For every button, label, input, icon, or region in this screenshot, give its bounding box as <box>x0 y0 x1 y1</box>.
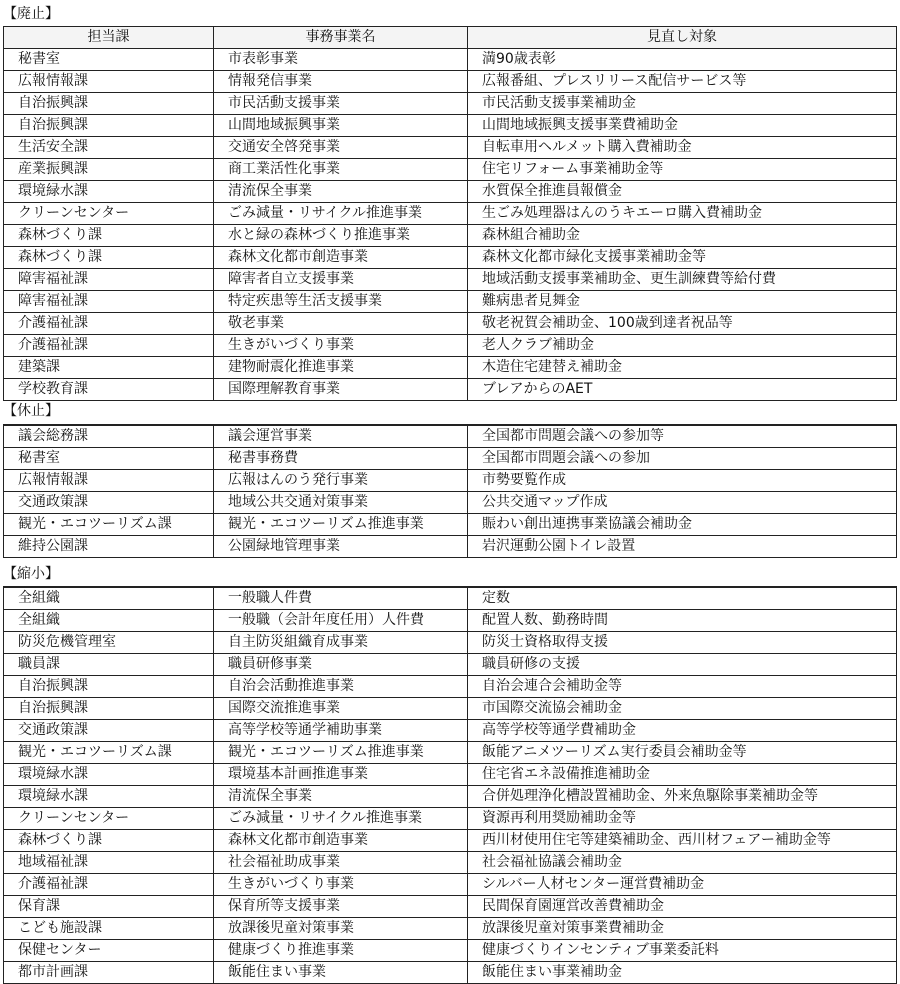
cell-project: 生きがいづくり事業 <box>214 335 468 357</box>
table-row <box>4 874 897 896</box>
cell-department: 都市計画課 <box>4 962 214 984</box>
cell-project: 地域公共交通対策事業 <box>214 492 468 514</box>
cell-project: 社会福祉助成事業 <box>214 852 468 874</box>
suspension-table <box>3 424 897 558</box>
section-suspension-title: 【休止】 <box>3 403 59 419</box>
cell-project: 情報発信事業 <box>214 71 468 93</box>
reduction-table <box>3 586 897 984</box>
cell-project: 敬老事業 <box>214 313 468 335</box>
cell-target: 健康づくりインセンティブ事業委託料 <box>468 940 897 962</box>
cell-department: 広報情報課 <box>4 71 214 93</box>
cell-project: 森林文化都市創造事業 <box>214 247 468 269</box>
cell-project: 観光・エコツーリズム推進事業 <box>214 742 468 764</box>
table-row <box>4 698 897 720</box>
cell-target: 定数 <box>468 587 897 610</box>
table-row <box>4 357 897 379</box>
cell-target: 防災士資格取得支援 <box>468 632 897 654</box>
cell-target: 飯能住まい事業補助金 <box>468 962 897 984</box>
cell-department: 障害福祉課 <box>4 291 214 313</box>
cell-project: 山間地域振興事業 <box>214 115 468 137</box>
cell-department: 自治振興課 <box>4 115 214 137</box>
cell-project: 公園緑地管理事業 <box>214 536 468 558</box>
cell-department: 交通政策課 <box>4 720 214 742</box>
cell-target: 山間地域振興支援事業費補助金 <box>468 115 897 137</box>
cell-project: 秘書事務費 <box>214 448 468 470</box>
cell-project: 市民活動支援事業 <box>214 93 468 115</box>
cell-department: 森林づくり課 <box>4 225 214 247</box>
table-row <box>4 676 897 698</box>
table-row <box>4 159 897 181</box>
cell-department: 介護福祉課 <box>4 874 214 896</box>
cell-project: 一般職（会計年度任用）人件費 <box>214 610 468 632</box>
cell-target: 老人クラブ補助金 <box>468 335 897 357</box>
cell-project: 国際理解教育事業 <box>214 379 468 401</box>
cell-target: 社会福祉協議会補助金 <box>468 852 897 874</box>
cell-department: クリーンセンター <box>4 808 214 830</box>
cell-department: 自治振興課 <box>4 93 214 115</box>
cell-department: 自治振興課 <box>4 676 214 698</box>
table-row <box>4 181 897 203</box>
table-row <box>4 786 897 808</box>
cell-project: 保育所等支援事業 <box>214 896 468 918</box>
header-target: 見直し対象 <box>468 27 897 49</box>
cell-department: 森林づくり課 <box>4 830 214 852</box>
cell-target: 市勢要覧作成 <box>468 470 897 492</box>
table-row <box>4 587 897 610</box>
cell-target: 飯能アニメツーリズム実行委員会補助金等 <box>468 742 897 764</box>
cell-target: 西川材使用住宅等建築補助金、西川材フェアー補助金等 <box>468 830 897 852</box>
cell-target: 賑わい創出連携事業協議会補助金 <box>468 514 897 536</box>
cell-target: 資源再利用奨励補助金等 <box>468 808 897 830</box>
cell-department: 観光・エコツーリズム課 <box>4 742 214 764</box>
header-project: 事務事業名 <box>214 27 468 49</box>
cell-department: こども施設課 <box>4 918 214 940</box>
cell-target: 広報番組、プレスリリース配信サービス等 <box>468 71 897 93</box>
cell-project: 市表彰事業 <box>214 49 468 71</box>
cell-project: ごみ減量・リサイクル推進事業 <box>214 808 468 830</box>
cell-target: 水質保全推進員報償金 <box>468 181 897 203</box>
cell-project: 生きがいづくり事業 <box>214 874 468 896</box>
cell-department: 保育課 <box>4 896 214 918</box>
cell-department: 維持公園課 <box>4 536 214 558</box>
cell-department: 建築課 <box>4 357 214 379</box>
cell-target: 公共交通マップ作成 <box>468 492 897 514</box>
cell-department: 広報情報課 <box>4 470 214 492</box>
cell-department: 環境緑水課 <box>4 786 214 808</box>
table-row <box>4 632 897 654</box>
table-row <box>4 247 897 269</box>
cell-department: 秘書室 <box>4 448 214 470</box>
table-row <box>4 93 897 115</box>
cell-department: 議会総務課 <box>4 425 214 448</box>
cell-project: 議会運営事業 <box>214 425 468 448</box>
cell-department: クリーンセンター <box>4 203 214 225</box>
cell-project: 清流保全事業 <box>214 786 468 808</box>
table-row <box>4 918 897 940</box>
table-row <box>4 49 897 71</box>
cell-project: 放課後児童対策事業 <box>214 918 468 940</box>
cell-target: 合併処理浄化槽設置補助金、外来魚駆除事業補助金等 <box>468 786 897 808</box>
cell-project: 建物耐震化推進事業 <box>214 357 468 379</box>
cell-department: 観光・エコツーリズム課 <box>4 514 214 536</box>
table-row <box>4 940 897 962</box>
table-row <box>4 852 897 874</box>
cell-department: 地域福祉課 <box>4 852 214 874</box>
cell-department: 自治振興課 <box>4 698 214 720</box>
table-row <box>4 448 897 470</box>
cell-department: 防災危機管理室 <box>4 632 214 654</box>
table-header-row <box>4 27 897 49</box>
table-row <box>4 742 897 764</box>
cell-target: 森林組合補助金 <box>468 225 897 247</box>
cell-target: 木造住宅建替え補助金 <box>468 357 897 379</box>
cell-target: 森林文化都市緑化支援事業補助金等 <box>468 247 897 269</box>
cell-department: 森林づくり課 <box>4 247 214 269</box>
cell-project: 清流保全事業 <box>214 181 468 203</box>
cell-department: 環境緑水課 <box>4 764 214 786</box>
cell-target: 全国都市問題会議への参加 <box>468 448 897 470</box>
table-row <box>4 379 897 401</box>
cell-project: 交通安全啓発事業 <box>214 137 468 159</box>
table-row <box>4 764 897 786</box>
cell-project: 健康づくり推進事業 <box>214 940 468 962</box>
cell-department: 保健センター <box>4 940 214 962</box>
table-row <box>4 536 897 558</box>
section-reduction-title: 【縮小】 <box>3 566 59 582</box>
table-row <box>4 470 897 492</box>
cell-target: シルバー人材センター運営費補助金 <box>468 874 897 896</box>
cell-target: ブレアからのAET <box>468 379 897 401</box>
cell-department: 秘書室 <box>4 49 214 71</box>
cell-project: ごみ減量・リサイクル推進事業 <box>214 203 468 225</box>
cell-project: 自治会活動推進事業 <box>214 676 468 698</box>
cell-project: 飯能住まい事業 <box>214 962 468 984</box>
cell-project: 観光・エコツーリズム推進事業 <box>214 514 468 536</box>
table-row <box>4 269 897 291</box>
cell-target: 高等学校等通学費補助金 <box>468 720 897 742</box>
cell-target: 地域活動支援事業補助金、更生訓練費等給付費 <box>468 269 897 291</box>
cell-project: 障害者自立支援事業 <box>214 269 468 291</box>
cell-department: 介護福祉課 <box>4 313 214 335</box>
table-row <box>4 492 897 514</box>
table-row <box>4 808 897 830</box>
cell-target: 職員研修の支援 <box>468 654 897 676</box>
cell-project: 環境基本計画推進事業 <box>214 764 468 786</box>
table-row <box>4 830 897 852</box>
table-row <box>4 225 897 247</box>
cell-target: 自治会連合会補助金等 <box>468 676 897 698</box>
cell-target: 住宅リフォーム事業補助金等 <box>468 159 897 181</box>
table-row <box>4 654 897 676</box>
table-row <box>4 137 897 159</box>
cell-department: 産業振興課 <box>4 159 214 181</box>
abolition-table <box>3 26 897 401</box>
table-row <box>4 610 897 632</box>
cell-target: 岩沢運動公園トイレ設置 <box>468 536 897 558</box>
table-row <box>4 896 897 918</box>
cell-project: 水と緑の森林づくり推進事業 <box>214 225 468 247</box>
cell-project: 高等学校等通学補助事業 <box>214 720 468 742</box>
table-row <box>4 71 897 93</box>
cell-target: 難病患者見舞金 <box>468 291 897 313</box>
cell-target: 満90歳表彰 <box>468 49 897 71</box>
cell-target: 市民活動支援事業補助金 <box>468 93 897 115</box>
cell-project: 商工業活性化事業 <box>214 159 468 181</box>
cell-project: 自主防災組織育成事業 <box>214 632 468 654</box>
cell-project: 特定疾患等生活支援事業 <box>214 291 468 313</box>
cell-target: 敬老祝賀会補助金、100歳到達者祝品等 <box>468 313 897 335</box>
cell-department: 介護福祉課 <box>4 335 214 357</box>
cell-target: 全国都市問題会議への参加等 <box>468 425 897 448</box>
cell-target: 民間保育園運営改善費補助金 <box>468 896 897 918</box>
cell-project: 職員研修事業 <box>214 654 468 676</box>
table-row <box>4 335 897 357</box>
table-row <box>4 514 897 536</box>
cell-department: 環境緑水課 <box>4 181 214 203</box>
table-row <box>4 425 897 448</box>
cell-target: 自転車用ヘルメット購入費補助金 <box>468 137 897 159</box>
table-row <box>4 962 897 984</box>
cell-department: 全組織 <box>4 610 214 632</box>
cell-target: 住宅省エネ設備推進補助金 <box>468 764 897 786</box>
header-department: 担当課 <box>4 27 214 49</box>
cell-department: 学校教育課 <box>4 379 214 401</box>
cell-target: 配置人数、勤務時間 <box>468 610 897 632</box>
section-abolition-title: 【廃止】 <box>3 6 59 22</box>
table-row <box>4 313 897 335</box>
cell-project: 一般職人件費 <box>214 587 468 610</box>
table-row <box>4 115 897 137</box>
cell-project: 国際交流推進事業 <box>214 698 468 720</box>
cell-project: 広報はんのう発行事業 <box>214 470 468 492</box>
cell-department: 全組織 <box>4 587 214 610</box>
cell-target: 市国際交流協会補助金 <box>468 698 897 720</box>
cell-department: 職員課 <box>4 654 214 676</box>
cell-department: 交通政策課 <box>4 492 214 514</box>
cell-target: 放課後児童対策事業費補助金 <box>468 918 897 940</box>
cell-department: 障害福祉課 <box>4 269 214 291</box>
table-row <box>4 291 897 313</box>
cell-target: 生ごみ処理器はんのうキエーロ購入費補助金 <box>468 203 897 225</box>
cell-project: 森林文化都市創造事業 <box>214 830 468 852</box>
cell-department: 生活安全課 <box>4 137 214 159</box>
table-row <box>4 203 897 225</box>
table-row <box>4 720 897 742</box>
